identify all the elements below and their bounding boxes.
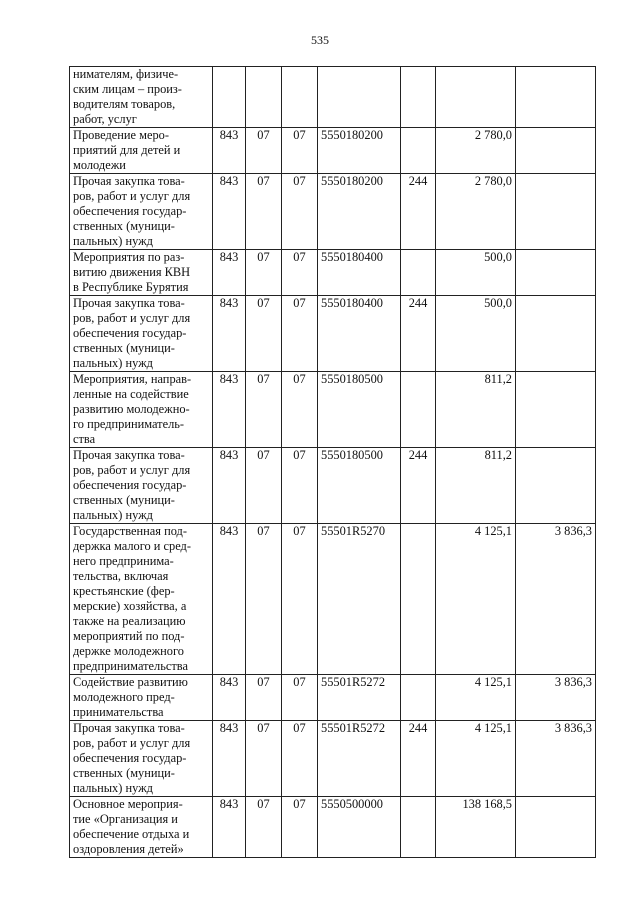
amount-cell: 500,0 [436, 296, 516, 372]
amount-cell: 811,2 [436, 448, 516, 524]
department-code-cell: 843 [213, 296, 246, 372]
department-code-cell: 843 [213, 372, 246, 448]
target-article-cell: 5550180400 [318, 250, 401, 296]
subsection-code-cell: 07 [282, 372, 318, 448]
department-code-cell: 843 [213, 174, 246, 250]
expense-type-cell: 244 [401, 448, 436, 524]
expense-type-cell [401, 67, 436, 128]
section-code-cell: 07 [246, 250, 282, 296]
amount-federal-cell: 3 836,3 [516, 524, 596, 675]
section-code-cell: 07 [246, 524, 282, 675]
department-code-cell: 843 [213, 448, 246, 524]
expenditure-name-cell: нимателям, физиче- ским лицам – произ- водителям товаров, работ, услуг [70, 67, 213, 128]
expense-type-cell [401, 524, 436, 675]
target-article-cell: 5550180200 [318, 128, 401, 174]
page-number: 535 [311, 33, 329, 47]
target-article-cell: 55501R5272 [318, 721, 401, 797]
subsection-code-cell: 07 [282, 250, 318, 296]
table-row [70, 372, 596, 448]
section-code-cell: 07 [246, 797, 282, 858]
target-article-cell: 5550180500 [318, 448, 401, 524]
department-code-cell: 843 [213, 721, 246, 797]
target-article-cell: 55501R5270 [318, 524, 401, 675]
target-article-cell: 5550500000 [318, 797, 401, 858]
table-body [70, 67, 596, 858]
amount-federal-cell: 3 836,3 [516, 675, 596, 721]
amount-cell: 2 780,0 [436, 174, 516, 250]
expense-type-cell: 244 [401, 296, 436, 372]
budget-table [69, 66, 596, 858]
amount-cell: 2 780,0 [436, 128, 516, 174]
amount-cell: 4 125,1 [436, 721, 516, 797]
target-article-cell: 5550180500 [318, 372, 401, 448]
amount-federal-cell [516, 67, 596, 128]
department-code-cell [213, 67, 246, 128]
section-code-cell [246, 67, 282, 128]
expenditure-name-cell: Прочая закупка това- ров, работ и услуг для обеспечения государ- ственных (муници- пальных) нужд [70, 174, 213, 250]
table-row [70, 250, 596, 296]
subsection-code-cell: 07 [282, 524, 318, 675]
target-article-cell: 5550180400 [318, 296, 401, 372]
expense-type-cell: 244 [401, 721, 436, 797]
subsection-code-cell: 07 [282, 675, 318, 721]
target-article-cell: 55501R5272 [318, 675, 401, 721]
expenditure-name-cell: Прочая закупка това- ров, работ и услуг для обеспечения государ- ственных (муници- пальных) нужд [70, 448, 213, 524]
department-code-cell: 843 [213, 524, 246, 675]
expenditure-name-cell: Прочая закупка това- ров, работ и услуг для обеспечения государ- ственных (муници- пальных) нужд [70, 296, 213, 372]
expense-type-cell [401, 372, 436, 448]
subsection-code-cell: 07 [282, 797, 318, 858]
amount-federal-cell [516, 797, 596, 858]
expenditure-name-cell: Мероприятия по раз- витию движения КВН в Республике Бурятия [70, 250, 213, 296]
amount-federal-cell [516, 250, 596, 296]
expense-type-cell: 244 [401, 174, 436, 250]
section-code-cell: 07 [246, 721, 282, 797]
expense-type-cell [401, 675, 436, 721]
table-row [70, 675, 596, 721]
section-code-cell: 07 [246, 296, 282, 372]
amount-cell: 500,0 [436, 250, 516, 296]
subsection-code-cell: 07 [282, 174, 318, 250]
target-article-cell: 5550180200 [318, 174, 401, 250]
section-code-cell: 07 [246, 174, 282, 250]
department-code-cell: 843 [213, 675, 246, 721]
expenditure-name-cell: Проведение меро- приятий для детей и молодежи [70, 128, 213, 174]
amount-cell [436, 67, 516, 128]
amount-federal-cell [516, 448, 596, 524]
amount-cell: 811,2 [436, 372, 516, 448]
expenditure-name-cell: Основное мероприя- тие «Организация и обеспечение отдыха и оздоровления детей» [70, 797, 213, 858]
amount-federal-cell [516, 128, 596, 174]
expense-type-cell [401, 250, 436, 296]
table-row [70, 721, 596, 797]
department-code-cell: 843 [213, 128, 246, 174]
expenditure-name-cell: Содействие развитию молодежного пред- принимательства [70, 675, 213, 721]
subsection-code-cell [282, 67, 318, 128]
expenditure-name-cell: Государственная под- держка малого и сред- него предпринима- тельства, включая крестьянские (фер- мерские) хозяйства, а также на реализацию мероприятий по под- держке молодежного предпринимательства [70, 524, 213, 675]
amount-cell: 4 125,1 [436, 524, 516, 675]
section-code-cell: 07 [246, 372, 282, 448]
target-article-cell [318, 67, 401, 128]
expenditure-name-cell: Мероприятия, направ- ленные на содействие развитию молодежно- го предприниматель- ства [70, 372, 213, 448]
expense-type-cell [401, 128, 436, 174]
subsection-code-cell: 07 [282, 296, 318, 372]
amount-cell: 4 125,1 [436, 675, 516, 721]
subsection-code-cell: 07 [282, 448, 318, 524]
table-row [70, 296, 596, 372]
amount-federal-cell: 3 836,3 [516, 721, 596, 797]
table-row [70, 67, 596, 128]
section-code-cell: 07 [246, 675, 282, 721]
subsection-code-cell: 07 [282, 721, 318, 797]
section-code-cell: 07 [246, 448, 282, 524]
amount-cell: 138 168,5 [436, 797, 516, 858]
table-row [70, 448, 596, 524]
expense-type-cell [401, 797, 436, 858]
table-row [70, 797, 596, 858]
department-code-cell: 843 [213, 250, 246, 296]
expenditure-name-cell: Прочая закупка това- ров, работ и услуг для обеспечения государ- ственных (муници- пальных) нужд [70, 721, 213, 797]
table-row [70, 128, 596, 174]
subsection-code-cell: 07 [282, 128, 318, 174]
amount-federal-cell [516, 296, 596, 372]
table-row [70, 174, 596, 250]
department-code-cell: 843 [213, 797, 246, 858]
table-row [70, 524, 596, 675]
section-code-cell: 07 [246, 128, 282, 174]
amount-federal-cell [516, 174, 596, 250]
amount-federal-cell [516, 372, 596, 448]
